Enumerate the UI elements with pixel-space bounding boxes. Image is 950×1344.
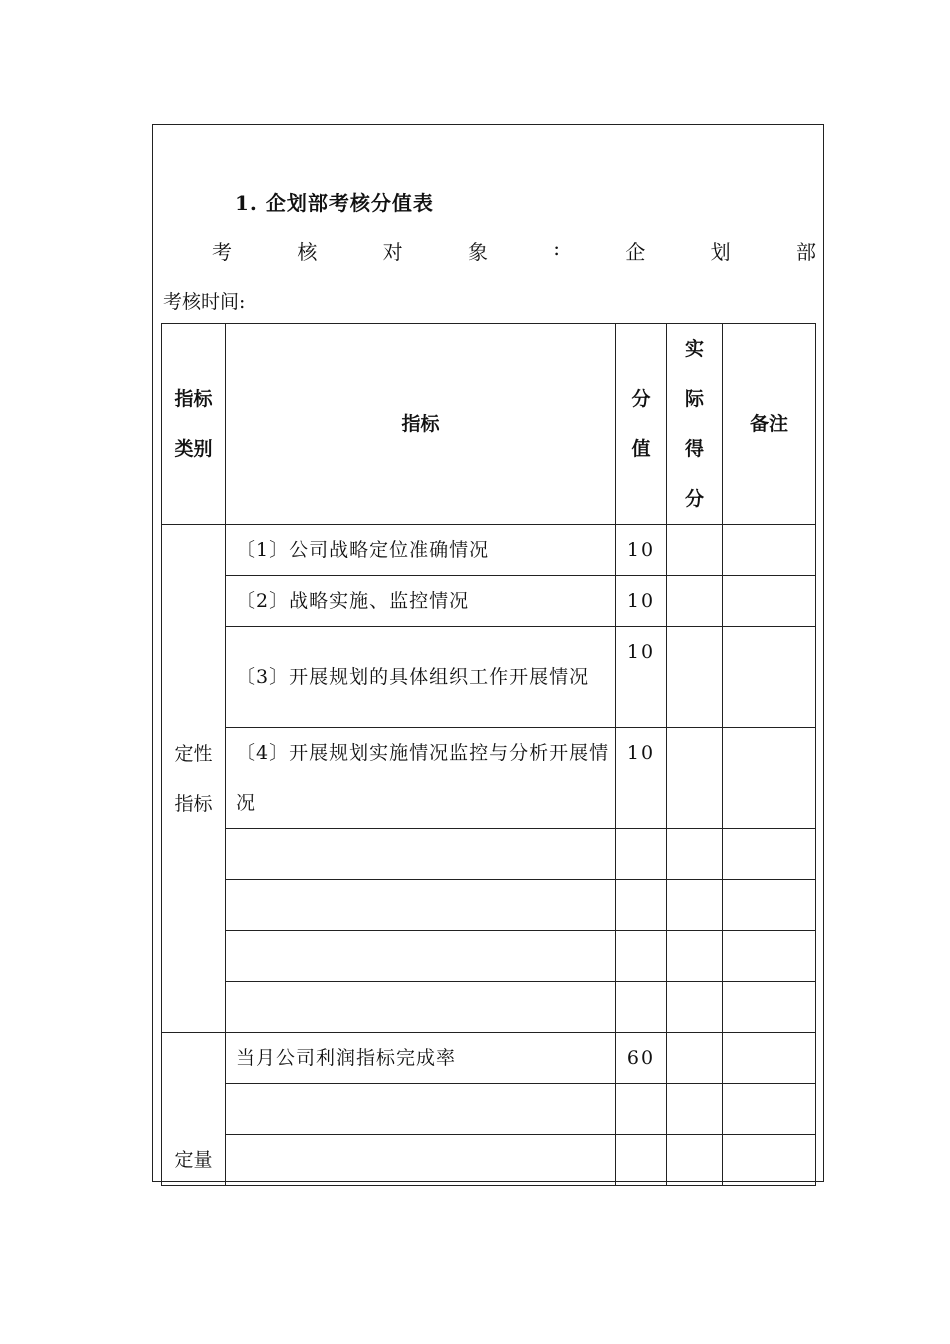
note-cell[interactable]: [723, 525, 816, 576]
indicator-cell[interactable]: [226, 1135, 616, 1186]
assessment-time-label: 考核时间:: [163, 291, 246, 313]
table-row: [162, 525, 816, 576]
score-cell[interactable]: [616, 931, 667, 982]
header-category-label: 指标类别: [174, 388, 213, 460]
score-cell[interactable]: [616, 982, 667, 1033]
score-cell: 10: [616, 576, 667, 627]
note-cell[interactable]: [723, 1135, 816, 1186]
indicator-cell[interactable]: [226, 1084, 616, 1135]
note-cell[interactable]: [723, 1084, 816, 1135]
table-row-empty: [162, 982, 816, 1033]
table-row-empty: [162, 1084, 816, 1135]
subject-char: 部: [795, 240, 816, 264]
actual-score-cell[interactable]: [667, 728, 723, 829]
note-cell[interactable]: [723, 880, 816, 931]
table-row-empty: [162, 829, 816, 880]
score-cell[interactable]: [616, 1084, 667, 1135]
actual-score-cell[interactable]: [667, 829, 723, 880]
actual-score-cell[interactable]: [667, 880, 723, 931]
actual-score-cell[interactable]: [667, 1084, 723, 1135]
header-note: 备注: [723, 324, 816, 525]
score-cell: 10: [616, 728, 667, 829]
subject-char: 对: [382, 240, 403, 264]
category-qualitative-label: 定性指标: [174, 742, 213, 815]
note-cell[interactable]: [723, 931, 816, 982]
table-row: [162, 728, 816, 829]
score-cell[interactable]: [616, 880, 667, 931]
actual-score-cell[interactable]: [667, 931, 723, 982]
note-cell[interactable]: [723, 829, 816, 880]
subject-char: 象: [467, 240, 488, 264]
indicator-cell: 〔4〕开展规划实施情况监控与分析开展情况: [226, 728, 616, 829]
score-cell[interactable]: [616, 829, 667, 880]
header-category: [162, 324, 226, 525]
actual-score-cell[interactable]: [667, 627, 723, 728]
page-title: 1. 企划部考核分值表: [235, 191, 434, 215]
header-indicator: 指标: [226, 324, 616, 525]
subject-char: :: [553, 236, 560, 260]
indicator-cell: 〔3〕开展规划的具体组织工作开展情况: [226, 627, 616, 728]
table-header-row: [162, 324, 816, 525]
note-cell[interactable]: [723, 627, 816, 728]
note-cell[interactable]: [723, 982, 816, 1033]
assessment-subject: [212, 236, 816, 265]
table-row-empty: [162, 1135, 816, 1186]
actual-score-cell[interactable]: [667, 982, 723, 1033]
indicator-cell: 〔2〕战略实施、监控情况: [226, 576, 616, 627]
header-score-label: 分值: [631, 388, 651, 460]
score-table: [161, 323, 816, 1186]
header-actual-score: [667, 324, 723, 525]
actual-score-cell[interactable]: [667, 1033, 723, 1084]
note-cell[interactable]: [723, 576, 816, 627]
score-cell: 60: [616, 1033, 667, 1084]
table-row: [162, 1033, 816, 1084]
score-cell: 10: [616, 525, 667, 576]
note-cell[interactable]: [723, 728, 816, 829]
score-cell[interactable]: [616, 1135, 667, 1186]
indicator-cell: 当月公司利润指标完成率: [226, 1033, 616, 1084]
header-score: [616, 324, 667, 525]
indicator-cell: 〔1〕公司战略定位准确情况: [226, 525, 616, 576]
indicator-cell[interactable]: [226, 829, 616, 880]
subject-char: 企: [625, 240, 646, 264]
category-quantitative: 定量: [162, 1033, 226, 1186]
table-row: [162, 627, 816, 728]
score-cell: 10: [616, 627, 667, 728]
indicator-cell[interactable]: [226, 880, 616, 931]
subject-char: 考: [212, 240, 232, 264]
header-actual-score-label: 实际得分: [684, 338, 704, 510]
indicator-cell[interactable]: [226, 982, 616, 1033]
actual-score-cell[interactable]: [667, 1135, 723, 1186]
table-row: [162, 576, 816, 627]
category-qualitative: [162, 525, 226, 1033]
actual-score-cell[interactable]: [667, 576, 723, 627]
indicator-cell[interactable]: [226, 931, 616, 982]
subject-char: 划: [710, 240, 731, 264]
table-row-empty: [162, 880, 816, 931]
table-row-empty: [162, 931, 816, 982]
actual-score-cell[interactable]: [667, 525, 723, 576]
subject-char: 核: [297, 240, 318, 264]
note-cell[interactable]: [723, 1033, 816, 1084]
